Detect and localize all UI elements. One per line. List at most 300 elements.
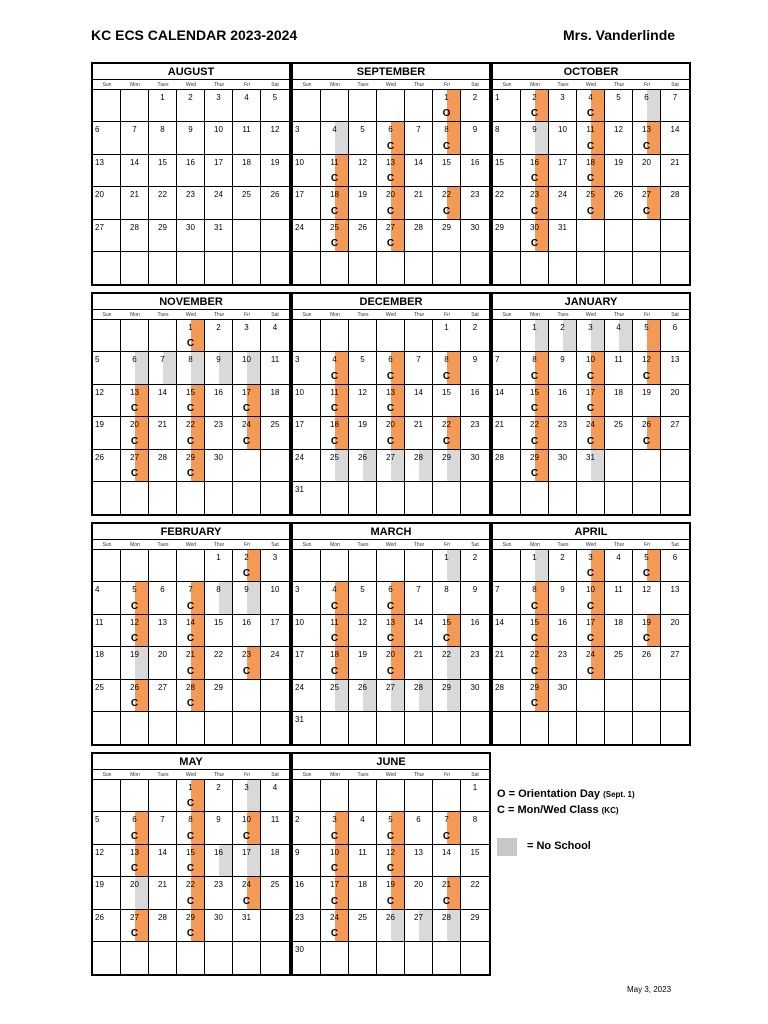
day-cell: [233, 122, 261, 154]
day-cell: [349, 220, 377, 252]
day-cell: [433, 877, 461, 909]
day-number: 4: [616, 323, 621, 332]
day-number: 11: [614, 355, 623, 365]
day-number: 20: [386, 190, 395, 200]
empty-cell: [349, 712, 377, 744]
empty-cell: [261, 450, 289, 482]
day-number: 29: [186, 912, 195, 922]
day-number: 11: [358, 847, 367, 857]
empty-cell: [461, 942, 489, 974]
class-mark: C: [530, 633, 539, 645]
empty-cell: [377, 252, 405, 284]
day-number: 8: [532, 585, 537, 595]
day-cell: [521, 122, 549, 154]
day-cell: [121, 417, 149, 449]
day-cell: [605, 352, 633, 384]
empty-cell: [233, 942, 261, 974]
day-cell: [461, 187, 489, 219]
day-number: 16: [214, 387, 223, 397]
day-number: 26: [95, 912, 104, 922]
day-cell: [349, 385, 377, 417]
day-number: 12: [614, 125, 623, 135]
day-cell: [233, 550, 261, 582]
day-cell: [549, 680, 577, 712]
day-cell: [605, 187, 633, 219]
empty-cell: [605, 680, 633, 712]
day-number: 2: [472, 323, 478, 332]
day-cell: [261, 845, 289, 877]
empty-cell: [405, 712, 433, 744]
day-number: 10: [558, 125, 567, 135]
day-cell: [93, 615, 121, 647]
day-number: 16: [558, 617, 567, 627]
weekday-label: Sun: [102, 542, 112, 548]
empty-cell: [661, 220, 689, 252]
day-number: 17: [330, 880, 339, 890]
day-number: 31: [586, 452, 595, 462]
day-cell: [521, 155, 549, 187]
day-number: 21: [670, 157, 680, 167]
day-number: 2: [472, 93, 478, 102]
day-number: 7: [188, 585, 193, 595]
class-mark: C: [386, 895, 395, 907]
day-number: 18: [270, 847, 280, 857]
class-mark: C: [186, 927, 195, 939]
day-number: 23: [186, 190, 195, 200]
day-cell: [149, 647, 177, 679]
empty-cell: [121, 482, 149, 514]
legend-no-school: = No School: [527, 840, 591, 852]
day-cell: [461, 220, 489, 252]
weekday-label: Tues: [157, 82, 169, 88]
day-number: 31: [558, 222, 567, 232]
empty-cell: [149, 320, 177, 352]
day-number: 22: [186, 880, 195, 890]
day-cell: [349, 352, 377, 384]
day-cell: [377, 417, 405, 449]
day-cell: [605, 417, 633, 449]
day-number: 6: [132, 815, 137, 825]
empty-cell: [493, 252, 521, 284]
day-number: 10: [295, 387, 304, 397]
day-number: 20: [95, 190, 104, 200]
day-number: 22: [470, 880, 480, 890]
day-number: 29: [442, 682, 451, 692]
day-cell: [293, 352, 321, 384]
day-cell: [261, 877, 289, 909]
day-number: 19: [95, 420, 104, 430]
empty-cell: [549, 252, 577, 284]
day-number: 1: [472, 783, 478, 792]
day-number: 5: [616, 93, 621, 102]
day-cell: [149, 910, 177, 942]
class-mark: C: [130, 633, 139, 645]
day-cell: [93, 877, 121, 909]
day-cell: [377, 187, 405, 219]
empty-cell: [321, 550, 349, 582]
day-cell: [205, 910, 233, 942]
day-number: 27: [642, 190, 651, 200]
day-cell: [549, 417, 577, 449]
day-cell: [349, 910, 377, 942]
day-cell: [93, 812, 121, 844]
class-mark: C: [242, 435, 251, 447]
day-number: 10: [242, 355, 251, 365]
day-number: 15: [470, 847, 480, 857]
day-cell: [233, 155, 261, 187]
day-cell: [633, 90, 661, 122]
day-number: 8: [495, 125, 500, 135]
day-cell: [633, 352, 661, 384]
day-number: 13: [158, 617, 167, 627]
day-number: 19: [642, 387, 651, 397]
day-cell: [493, 680, 521, 712]
day-number: 21: [414, 650, 423, 660]
day-cell: [321, 877, 349, 909]
weekday-label: Sat: [271, 312, 279, 318]
empty-cell: [605, 482, 633, 514]
weekday-label: Fri: [444, 542, 450, 548]
day-cell: [121, 155, 149, 187]
day-cell: [321, 155, 349, 187]
day-cell: [377, 680, 405, 712]
day-number: 28: [414, 452, 423, 462]
day-number: 27: [386, 682, 395, 692]
empty-cell: [205, 252, 233, 284]
day-cell: [93, 122, 121, 154]
empty-cell: [93, 550, 121, 582]
day-number: 4: [588, 93, 593, 102]
day-number: 13: [130, 387, 139, 397]
month-august: [91, 62, 291, 286]
day-cell: [521, 90, 549, 122]
day-cell: [461, 385, 489, 417]
day-cell: [205, 187, 233, 219]
day-cell: [293, 647, 321, 679]
day-cell: [93, 680, 121, 712]
class-mark: C: [586, 205, 595, 217]
day-number: 28: [186, 682, 195, 692]
weekday-label: Tues: [557, 82, 569, 88]
day-number: 31: [214, 222, 223, 232]
day-cell: [233, 615, 261, 647]
empty-cell: [205, 942, 233, 974]
empty-cell: [177, 550, 205, 582]
day-cell: [349, 155, 377, 187]
class-mark: C: [586, 370, 595, 382]
day-cell: [577, 320, 605, 352]
empty-cell: [293, 90, 321, 122]
day-number: 2: [560, 553, 565, 562]
class-mark: C: [130, 403, 139, 415]
day-number: 24: [214, 190, 223, 200]
day-cell: [233, 417, 261, 449]
weekday-label: Sun: [302, 772, 312, 778]
day-cell: [377, 352, 405, 384]
day-number: 17: [295, 420, 304, 430]
day-cell: [177, 187, 205, 219]
day-cell: [633, 550, 661, 582]
weekday-label: Sun: [302, 542, 312, 548]
day-cell: [493, 352, 521, 384]
day-cell: [177, 352, 205, 384]
weekday-label: Thur: [613, 542, 625, 548]
day-number: 29: [495, 222, 504, 232]
day-number: 7: [672, 93, 678, 102]
day-cell: [149, 812, 177, 844]
day-cell: [261, 417, 289, 449]
empty-cell: [321, 252, 349, 284]
day-number: 13: [386, 387, 395, 397]
day-cell: [605, 90, 633, 122]
empty-cell: [633, 482, 661, 514]
weekday-header: [93, 540, 289, 550]
day-cell: [205, 155, 233, 187]
day-number: 18: [95, 650, 104, 660]
day-cell: [293, 680, 321, 712]
day-number: 17: [586, 387, 595, 397]
day-number: 1: [444, 93, 449, 102]
day-cell: [461, 450, 489, 482]
day-number: 3: [272, 553, 278, 562]
day-cell: [549, 550, 577, 582]
empty-cell: [321, 942, 349, 974]
day-number: 4: [244, 93, 249, 102]
day-number: 30: [530, 222, 539, 232]
day-cell: [549, 122, 577, 154]
day-number: 3: [588, 323, 593, 332]
day-number: 28: [442, 912, 451, 922]
day-number: 7: [416, 355, 421, 365]
day-number: 25: [614, 650, 623, 660]
day-cell: [461, 910, 489, 942]
day-cell: [461, 155, 489, 187]
day-number: 16: [470, 387, 480, 397]
day-cell: [261, 187, 289, 219]
empty-cell: [349, 942, 377, 974]
day-cell: [205, 320, 233, 352]
day-cell: [177, 680, 205, 712]
class-mark: C: [330, 205, 339, 217]
day-number: 12: [270, 125, 280, 135]
day-number: 4: [332, 585, 337, 595]
empty-cell: [605, 252, 633, 284]
class-mark: C: [242, 665, 251, 677]
day-number: 17: [270, 617, 280, 627]
month-february: [91, 522, 291, 746]
day-number: 3: [295, 125, 300, 135]
weekday-label: Sun: [102, 312, 112, 318]
day-cell: [433, 450, 461, 482]
day-cell: [349, 877, 377, 909]
day-cell: [293, 942, 321, 974]
day-number: 22: [442, 190, 451, 200]
day-cell: [205, 812, 233, 844]
day-number: 30: [470, 682, 480, 692]
empty-cell: [261, 482, 289, 514]
day-number: 28: [158, 912, 167, 922]
day-number: 22: [158, 190, 167, 200]
day-number: 26: [358, 452, 367, 462]
day-cell: [261, 385, 289, 417]
day-cell: [149, 187, 177, 219]
day-cell: [461, 550, 489, 582]
weekday-label: Wed: [385, 542, 397, 548]
weekday-label: Sun: [502, 542, 512, 548]
day-cell: [521, 187, 549, 219]
class-mark: C: [530, 370, 539, 382]
day-number: 14: [495, 617, 504, 627]
day-cell: [549, 450, 577, 482]
class-mark: C: [586, 173, 595, 185]
day-number: 3: [216, 93, 221, 102]
class-mark: C: [386, 600, 395, 612]
empty-cell: [521, 482, 549, 514]
day-cell: [349, 615, 377, 647]
weekday-label: Wed: [585, 312, 597, 318]
day-cell: [177, 582, 205, 614]
day-cell: [121, 352, 149, 384]
day-number: 19: [358, 420, 367, 430]
day-cell: [377, 647, 405, 679]
day-cell: [177, 417, 205, 449]
day-number: 2: [472, 553, 478, 562]
class-mark: C: [530, 600, 539, 612]
day-number: 9: [295, 847, 300, 857]
day-cell: [521, 647, 549, 679]
class-mark: C: [530, 697, 539, 709]
day-cell: [521, 680, 549, 712]
day-number: 26: [95, 452, 104, 462]
day-number: 12: [95, 387, 104, 397]
empty-cell: [405, 320, 433, 352]
empty-cell: [405, 482, 433, 514]
day-number: 13: [130, 847, 139, 857]
legend-class: C = Mon/Wed Class (KC): [497, 804, 619, 816]
day-number: 7: [416, 585, 421, 595]
weekday-label: Wed: [585, 82, 597, 88]
class-mark: C: [442, 830, 451, 842]
day-number: 11: [270, 355, 280, 365]
empty-cell: [349, 550, 377, 582]
empty-cell: [177, 942, 205, 974]
day-number: 14: [158, 847, 167, 857]
day-cell: [405, 352, 433, 384]
day-cell: [661, 320, 689, 352]
day-number: 25: [270, 420, 280, 430]
day-cell: [461, 320, 489, 352]
month-name: MAY: [93, 754, 289, 770]
day-cell: [549, 155, 577, 187]
day-number: 15: [442, 617, 451, 627]
day-number: 23: [558, 420, 567, 430]
class-mark: C: [442, 370, 451, 382]
day-number: 12: [358, 157, 367, 167]
day-cell: [433, 680, 461, 712]
day-cell: [433, 352, 461, 384]
day-cell: [633, 647, 661, 679]
day-number: 29: [186, 452, 195, 462]
day-number: 28: [495, 452, 504, 462]
day-cell: [433, 647, 461, 679]
day-cell: [205, 385, 233, 417]
day-number: 23: [470, 190, 480, 200]
empty-cell: [261, 680, 289, 712]
day-cell: [349, 582, 377, 614]
day-number: 25: [358, 912, 367, 922]
empty-cell: [261, 942, 289, 974]
class-mark: C: [242, 830, 251, 842]
empty-cell: [461, 252, 489, 284]
day-number: 12: [95, 847, 104, 857]
day-number: 24: [586, 650, 595, 660]
day-cell: [661, 550, 689, 582]
day-cell: [549, 320, 577, 352]
month-name: OCTOBER: [493, 64, 689, 80]
day-cell: [405, 582, 433, 614]
day-number: 20: [642, 157, 651, 167]
day-cell: [433, 90, 461, 122]
class-mark: C: [530, 173, 539, 185]
day-cell: [377, 450, 405, 482]
day-cell: [177, 320, 205, 352]
day-number: 25: [95, 682, 104, 692]
class-mark: C: [386, 830, 395, 842]
weekday-label: Sun: [502, 82, 512, 88]
day-cell: [661, 615, 689, 647]
day-cell: [93, 582, 121, 614]
day-number: 24: [270, 650, 280, 660]
class-mark: C: [330, 830, 339, 842]
weekday-label: Wed: [585, 542, 597, 548]
day-cell: [461, 845, 489, 877]
day-number: 7: [132, 125, 137, 135]
weekday-label: Thur: [213, 772, 225, 778]
day-cell: [633, 385, 661, 417]
day-cell: [93, 450, 121, 482]
day-cell: [377, 122, 405, 154]
month-may: [91, 752, 291, 976]
day-number: 18: [330, 190, 339, 200]
day-cell: [577, 187, 605, 219]
weekday-label: Sat: [471, 312, 479, 318]
day-number: 13: [642, 125, 651, 135]
day-number: 30: [295, 944, 304, 954]
day-cell: [493, 385, 521, 417]
day-cell: [405, 615, 433, 647]
day-cell: [461, 90, 489, 122]
day-number: 18: [330, 650, 339, 660]
empty-cell: [605, 450, 633, 482]
day-number: 6: [672, 323, 678, 332]
day-number: 14: [670, 125, 680, 135]
day-number: 1: [444, 553, 449, 562]
calendar-title: KC ECS CALENDAR 2023-2024: [91, 27, 298, 43]
day-number: 23: [558, 650, 567, 660]
day-number: 4: [95, 585, 100, 595]
empty-cell: [121, 780, 149, 812]
day-cell: [233, 320, 261, 352]
day-cell: [461, 812, 489, 844]
day-cell: [149, 450, 177, 482]
weekday-label: Wed: [185, 312, 197, 318]
day-cell: [377, 615, 405, 647]
day-cell: [661, 155, 689, 187]
class-mark: C: [130, 697, 139, 709]
day-cell: [233, 352, 261, 384]
weekday-label: Tues: [557, 542, 569, 548]
day-cell: [149, 155, 177, 187]
